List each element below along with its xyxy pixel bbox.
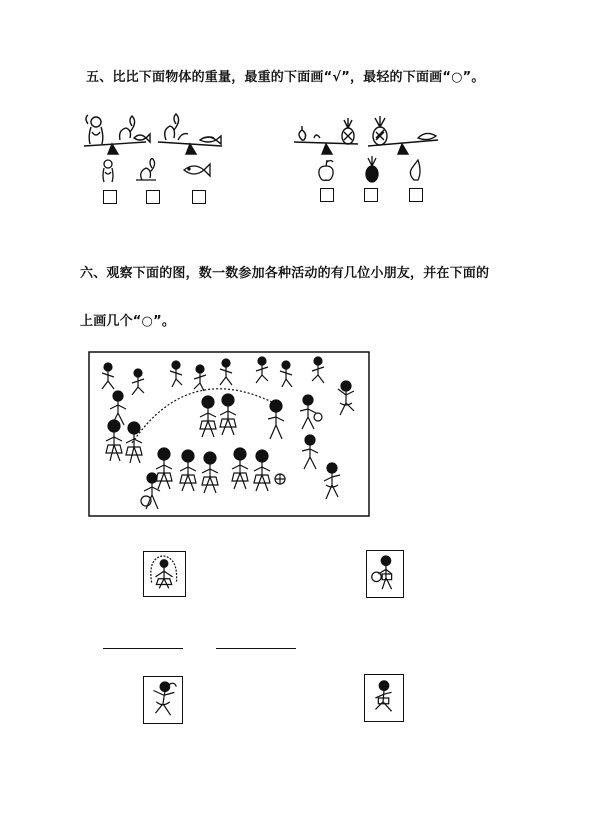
- answer-box-squirrel[interactable]: [146, 190, 160, 204]
- answer-line-jump-rope[interactable]: [103, 648, 183, 649]
- running-kid-icon: [364, 674, 404, 722]
- answer-box-pineapple[interactable]: [364, 188, 378, 202]
- right-objects-row: [314, 156, 434, 184]
- answer-line-ball[interactable]: [216, 648, 296, 649]
- question-6-line-2: 上画几个“○”。: [80, 314, 176, 329]
- answer-box-fish[interactable]: [192, 190, 206, 204]
- left-scales-illustration: [82, 112, 257, 156]
- dancing-kid-icon: [143, 676, 183, 724]
- question-5-title: 五、比比下面物体的重量，最重的下面画“√”，最轻的下面画“○”。: [86, 70, 485, 85]
- ball-kid-icon: [366, 550, 404, 598]
- answer-box-monkey[interactable]: [103, 190, 117, 204]
- answer-box-apple[interactable]: [320, 188, 334, 202]
- jump-rope-kid-icon: [143, 551, 186, 597]
- question-6-line-1: 六、观察下面的图，数一数参加各种活动的有几位小朋友，并在下面的: [80, 266, 490, 281]
- playground-scene-illustration: [88, 351, 370, 517]
- answer-box-pear[interactable]: [409, 188, 423, 202]
- left-objects-row: [92, 158, 222, 184]
- right-scales-illustration: [292, 112, 442, 156]
